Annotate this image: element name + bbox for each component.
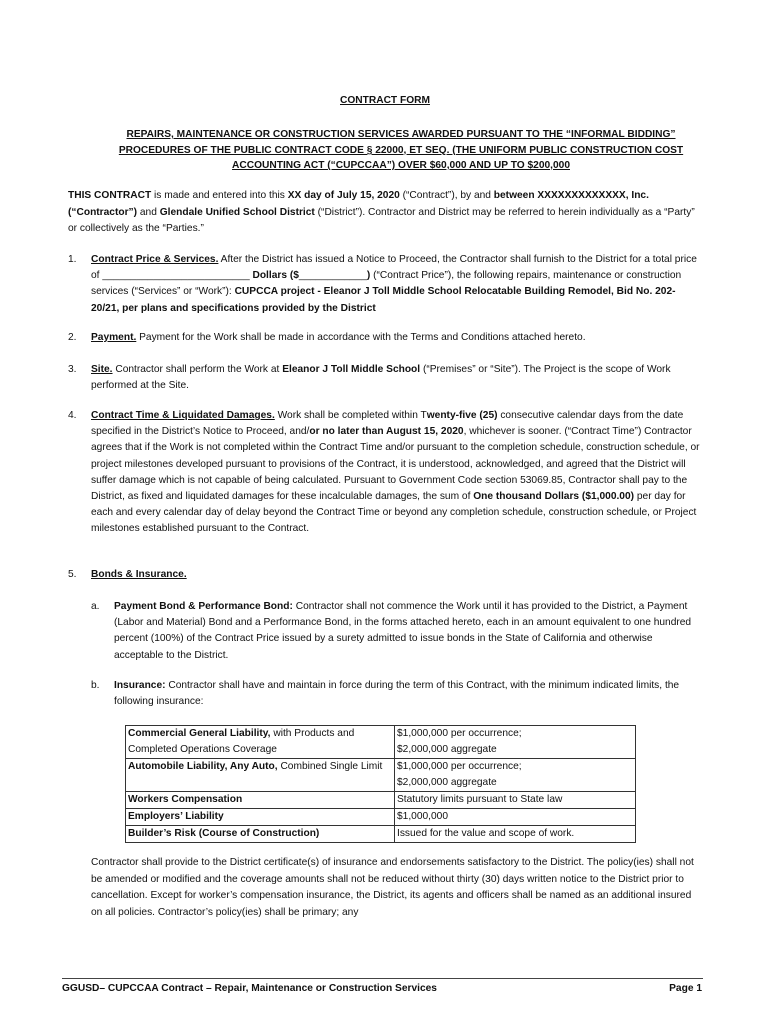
table-row	[126, 726, 636, 759]
page-subtitle: REPAIRS, MAINTENANCE OR CONSTRUCTION SERVICES AWARDED PURSUANT TO THE “INFORMAL BIDDING” PROCEDURES OF THE PUBLIC CONTRACT CODE § 22000, ET SEQ. (THE UNIFORM PUBLIC CONSTRUCTION COST ACCOUNTING ACT (“CUPCCAA”) OVER $60,000 AND UP TO $200,000	[118, 129, 684, 171]
coverage-limit-cell: $1,000,000 per occurrence; $2,000,000 aggregate	[395, 759, 636, 792]
section-bonds-insurance: 5. Bonds & Insurance.	[68, 569, 187, 580]
coverage-type-cell: Workers Compensation	[126, 792, 395, 809]
insurance-paragraph: Contractor shall provide to the District certificate(s) of insurance and endorsements satisfactory to the District. The policy(ies) shall not be amended or modified and the coverage amounts shall not be reduced without thirty (30) days written notice to the District prior to cancellation. Except for worker’s compensation insurance, the District, its agents and officers shall be named as an additional insured on all policies. Contractor’s policy(ies) shall be primary; any	[91, 857, 694, 918]
footer-title: GGUSD– CUPCCAA Contract – Repair, Maintenance or Construction Services	[62, 983, 437, 994]
section-contract-time: 4. Contract Time & Liquidated Damages. Work shall be completed within Twenty-five (25) consecutive calendar days from the date specified in the District’s Notice to Proceed, and/or no later than August 15, 2020, whichever is sooner. (“Contract Time”) Contractor agrees that if the Work is not completed within the Contract Time and/or pursuant to the completion schedule, construction schedule, or project milestones developed pursuant to provisions of the Contract, it is understood, acknowledged, and agreed that the District will suffer damage which is not capable of being calculated. Pursuant to Government Code section 53069.85, Contractor shall pay to the District, as fixed and liquidated damages for these incalculable damages, the sum of One thousand Dollars ($1,000.00) per day for each and every calendar day of delay beyond the Contract Time or beyond any completion schedule, construction schedule, or Project milestones established pursuant to the Contract.	[68, 410, 700, 535]
coverage-limit-cell: $1,000,000 per occurrence; $2,000,000 aggregate	[395, 726, 636, 759]
subsection-bonds: a. Payment Bond & Performance Bond: Contractor shall not commence the Work until it has provided to the District, a Payment (Labor and Material) Bond and a Performance Bond, in the forms attached hereto, each in an amount equivalent to one hundred percent (100%) of the Contract Price issued by a surety admitted to issue bonds in the State of California and otherwise acceptable to the District.	[91, 601, 692, 661]
page-number: Page 1	[669, 983, 702, 994]
table-row	[126, 809, 636, 826]
table-row	[126, 759, 636, 792]
section-contract-price: 1. Contract Price & Services. After the District has issued a Notice to Proceed, the Contractor shall furnish to the District for a total price of __________________________ Dollars ($____________) (“Contract Price”), the following repairs, maintenance or construction services (“Services” or “Work”): CUPCCA project - Eleanor J Toll Middle School Relocatable Building Remodel, Bid No. 202-20/21, per plans and specifications provided by the District	[68, 254, 697, 314]
coverage-type-cell: Employers’ Liability	[126, 809, 395, 826]
coverage-type-cell: Builder’s Risk (Course of Construction)	[126, 826, 395, 843]
coverage-type-cell: Commercial General Liability, with Products and Completed Operations Coverage	[126, 726, 395, 759]
coverage-type-cell: Automobile Liability, Any Auto, Combined Single Limit	[126, 759, 395, 792]
page-title: CONTRACT FORM	[340, 95, 430, 106]
table-row	[126, 792, 636, 809]
footer-divider	[62, 978, 703, 979]
coverage-limit-cell: Statutory limits pursuant to State law	[395, 792, 636, 809]
section-site: 3. Site. Contractor shall perform the Work at Eleanor J Toll Middle School (“Premises” or “Site”). The Project is the scope of Work performed at the Site.	[68, 364, 671, 392]
section-payment: 2. Payment. Payment for the Work shall be made in accordance with the Terms and Conditions attached hereto.	[68, 332, 586, 343]
table-row	[126, 826, 636, 843]
insurance-table	[125, 725, 636, 843]
intro-paragraph: THIS CONTRACT is made and entered into this XX day of July 15, 2020 (“Contract”), by and between XXXXXXXXXXXXX, Inc. (“Contractor”) and Glendale Unified School District (“District”). Contractor and District may be referred to herein individually as a “Party” or collectively as the “Parties.”	[68, 190, 695, 234]
coverage-limit-cell: $1,000,000	[395, 809, 636, 826]
coverage-limit-cell: Issued for the value and scope of work.	[395, 826, 636, 843]
subsection-insurance: b. Insurance: Contractor shall have and maintain in force during the term of this Contract, with the minimum indicated limits, the following insurance:	[91, 680, 680, 708]
